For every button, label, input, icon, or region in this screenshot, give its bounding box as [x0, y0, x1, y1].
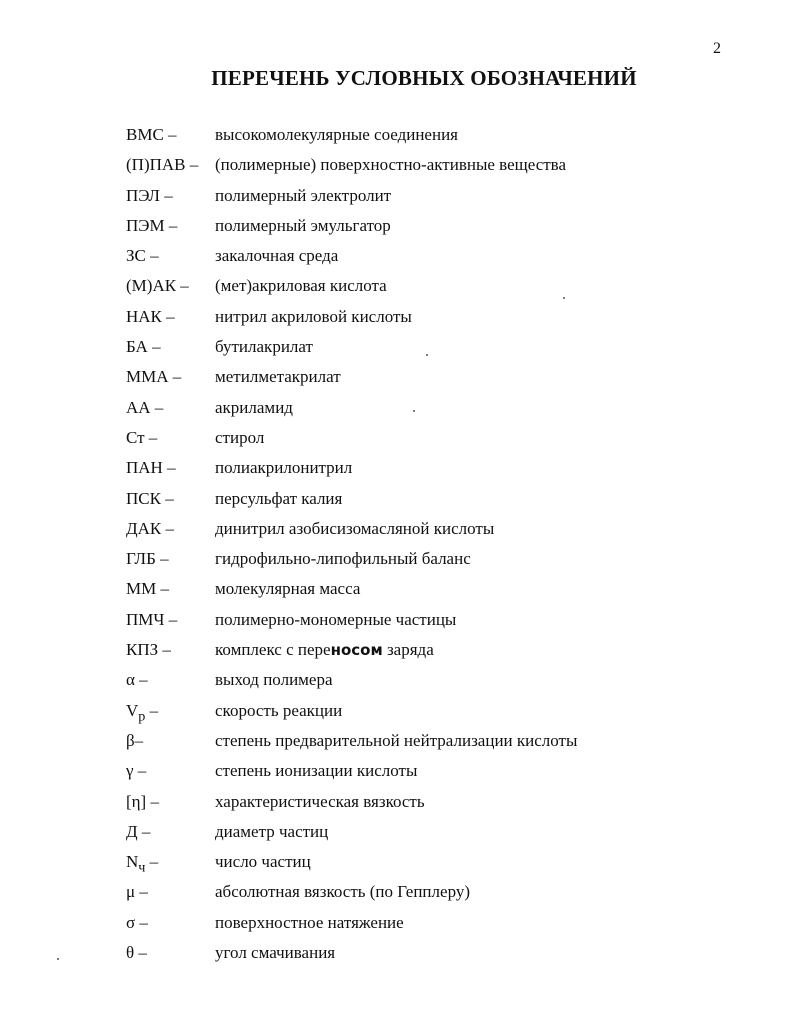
abbreviation-row [0, 787, 798, 817]
abbreviation-row [0, 271, 798, 301]
abbreviation-term: (П)ПАВ – [126, 155, 199, 175]
term-main: V [126, 700, 139, 720]
abbreviation-term: β– [126, 730, 144, 750]
abbreviation-row [0, 756, 798, 786]
abbreviation-term: μ – [126, 882, 148, 902]
abbreviation-term: АА – [126, 397, 164, 417]
abbreviation-term: γ – [126, 761, 147, 781]
abbreviation-term: БА – [126, 337, 161, 357]
abbreviation-row [0, 514, 798, 544]
abbreviation-term: (М)АК – [126, 276, 189, 296]
abbreviation-definition: гидрофильно-липофильный баланс [215, 549, 471, 569]
abbreviation-definition: метилметакрилат [215, 367, 341, 387]
abbreviation-row [0, 726, 798, 756]
abbreviation-definition: (полимерные) поверхностно-активные вещества [215, 155, 567, 175]
definition-part-bold: носом [330, 641, 383, 660]
abbreviation-definition: поверхностное натяжение [215, 912, 404, 932]
term-tail: – [145, 700, 159, 720]
abbreviation-row [0, 847, 798, 877]
abbreviation-definition: диаметр частиц [215, 821, 329, 841]
abbreviation-row [0, 393, 798, 423]
abbreviation-term: ПЭМ – [126, 215, 178, 235]
abbreviation-term: ПМЧ – [126, 609, 178, 629]
abbreviation-row [0, 635, 798, 665]
abbreviation-row [0, 574, 798, 604]
abbreviation-row [0, 423, 798, 453]
abbreviation-row [0, 817, 798, 847]
abbreviation-definition: степень ионизации кислоты [215, 761, 418, 781]
abbreviation-term: ПАН – [126, 458, 176, 478]
definition-part: заряда [382, 640, 434, 660]
abbreviation-definition: закалочная среда [215, 246, 339, 266]
abbreviation-definition [215, 635, 434, 665]
abbreviation-definition: выход полимера [215, 670, 333, 690]
abbreviation-definition: абсолютная вязкость (по Гепплеру) [215, 882, 470, 902]
abbreviation-term: θ – [126, 943, 147, 963]
page-title: ПЕРЕЧЕНЬ УСЛОВНЫХ ОБОЗНАЧЕНИЙ [211, 66, 637, 90]
abbreviation-row [0, 211, 798, 241]
abbreviation-term: ПСК – [126, 488, 174, 508]
abbreviation-definition: стирол [215, 427, 265, 447]
term-main: N [126, 852, 139, 872]
abbreviation-term: α – [126, 670, 148, 690]
abbreviation-row [0, 150, 798, 180]
abbreviation-term: ВМС – [126, 125, 177, 144]
abbreviation-term: ЗС – [126, 246, 159, 266]
abbreviation-term: Д – [126, 821, 151, 841]
abbreviation-row [0, 544, 798, 574]
abbreviation-term: ДАК – [126, 518, 174, 538]
abbreviation-definition: полимерный электролит [215, 185, 392, 205]
abbreviation-term: ММА – [126, 367, 182, 387]
abbreviation-definition: динитрил азобисизомасляной кислоты [215, 518, 495, 538]
abbreviation-definition: нитрил акриловой кислоты [215, 306, 412, 326]
abbreviation-term: КПЗ – [126, 640, 171, 660]
term-subscript: p [138, 708, 146, 725]
abbreviation-term: σ – [126, 912, 148, 932]
abbreviation-row [0, 181, 798, 211]
abbreviation-definition: акриламид [215, 397, 293, 417]
abbreviation-definition: число частиц [215, 852, 311, 872]
abbreviation-definition: полимерный эмульгатор [215, 215, 391, 235]
abbreviation-term: [η] – [126, 791, 159, 811]
abbreviation-definition: (мет)акриловая кислота [215, 276, 387, 296]
scan-speck [563, 297, 565, 299]
abbreviation-row [0, 332, 798, 362]
abbreviation-definition: угол смачивания [215, 943, 336, 963]
page-number: 2 [713, 40, 721, 57]
abbreviation-definition: персульфат калия [215, 488, 343, 508]
abbreviation-definition: молекулярная масса [215, 579, 361, 599]
abbreviation-row [0, 665, 798, 695]
abbreviation-row [0, 453, 798, 483]
abbreviation-row [0, 484, 798, 514]
abbreviation-list [0, 120, 798, 968]
abbreviation-definition: полиакрилонитрил [215, 458, 353, 478]
abbreviation-row [0, 120, 798, 150]
abbreviation-row [0, 877, 798, 907]
abbreviation-term: Ст – [126, 427, 158, 447]
abbreviation-definition: скорость реакции [215, 700, 343, 720]
scan-speck [426, 354, 428, 356]
abbreviation-row [0, 302, 798, 332]
abbreviation-definition: характеристическая вязкость [215, 791, 425, 811]
abbreviation-row [0, 908, 798, 938]
abbreviation-row [0, 938, 798, 968]
abbreviation-term: ГЛБ – [126, 549, 169, 569]
abbreviation-definition: полимерно-мономерные частицы [215, 609, 457, 629]
abbreviation-definition: степень предварительной нейтрализации кислоты [215, 730, 578, 750]
abbreviation-definition: бутилакрилат [215, 337, 313, 357]
abbreviation-row [0, 605, 798, 635]
term-tail: – [145, 852, 159, 872]
abbreviation-row [0, 362, 798, 392]
term-subscript: ч [138, 859, 146, 876]
definition-part: комплекс с пере [215, 640, 331, 660]
scan-speck [57, 958, 59, 960]
abbreviation-term: НАК – [126, 306, 175, 326]
abbreviation-definition: высокомолекулярные соединения [215, 125, 458, 144]
abbreviation-row [0, 696, 798, 726]
scan-speck [413, 410, 415, 412]
abbreviation-term: ПЭЛ – [126, 185, 173, 205]
abbreviation-row [0, 241, 798, 271]
abbreviation-term: ММ – [126, 579, 169, 599]
